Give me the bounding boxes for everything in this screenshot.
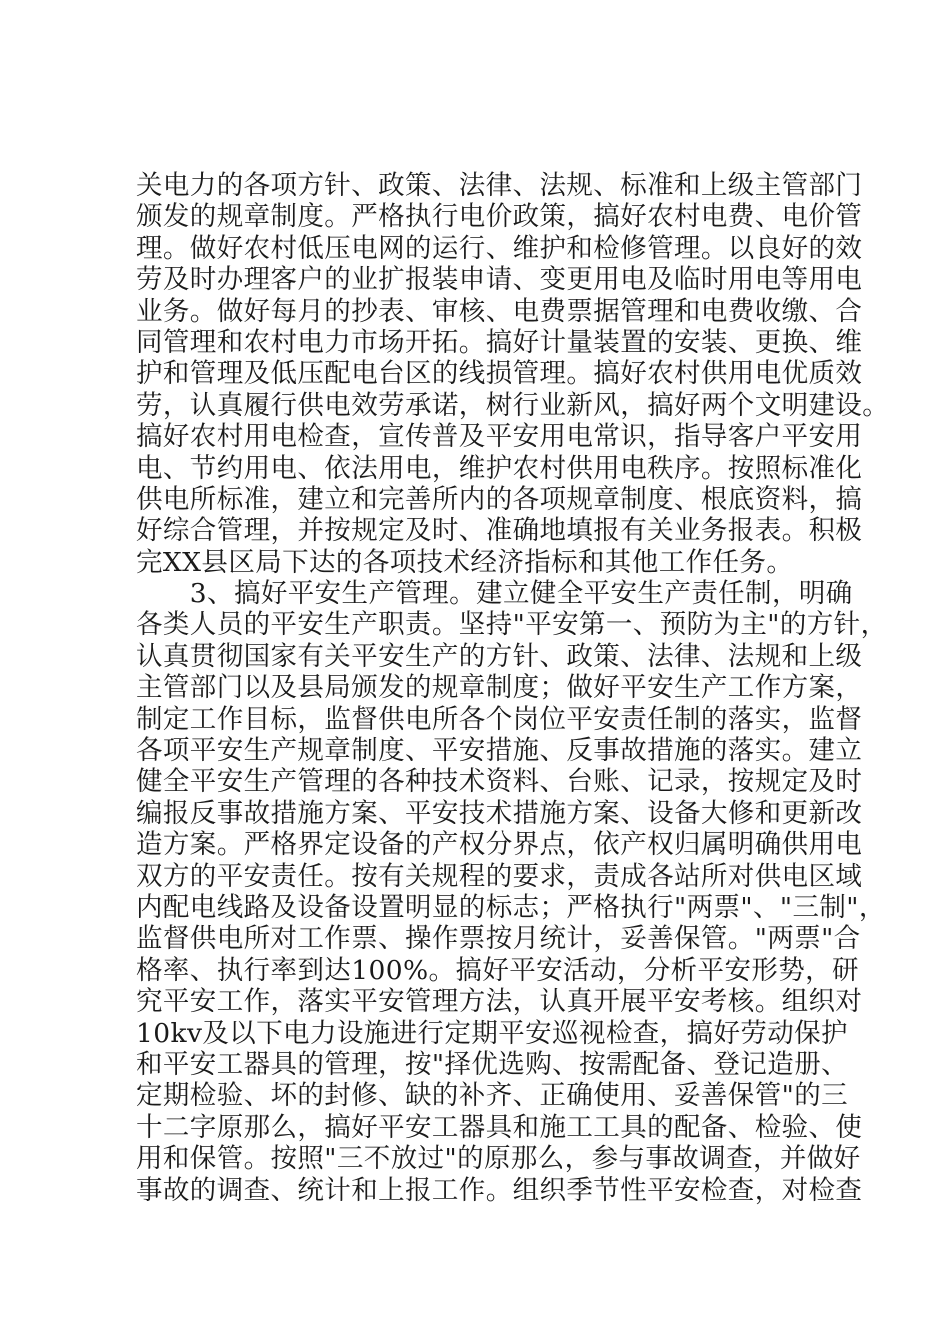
- text-line: 各类人员的平安生产职责。坚持"平安第一、预防为主"的方针，: [136, 609, 888, 641]
- text-line: 主管部门以及县局颁发的规章制度；做好平安生产工作方案，: [136, 672, 863, 704]
- text-line: 颁发的规章制度。严格执行电价政策，搞好农村电费、电价管: [136, 201, 863, 233]
- text-line: 劳，认真履行供电效劳承诺，树行业新风，搞好两个文明建设。: [136, 389, 890, 421]
- text-line: 护和管理及低压配电台区的线损管理。搞好农村供用电优质效: [136, 358, 863, 390]
- text-line: 编报反事故措施方案、平安技术措施方案、设备大修和更新改: [136, 797, 863, 829]
- text-line: 电、节约用电、依法用电，维护农村供用电秩序。按照标准化: [136, 452, 863, 484]
- text-line: 格率、执行率到达100%。搞好平安活动，分析平安形势，研: [136, 954, 859, 986]
- text-line: 供电所标准，建立和完善所内的各项规章制度、根底资料，搞: [136, 483, 863, 515]
- text-line: 制定工作目标，监督供电所各个岗位平安责任制的落实，监督: [136, 703, 863, 735]
- text-line: 造方案。严格界定设备的产权分界点，依产权归属明确供用电: [136, 829, 863, 861]
- text-line: 事故的调查、统计和上报工作。组织季节性平安检查，对检查: [136, 1174, 863, 1206]
- text-line: 和平安工器具的管理，按"择优选购、按需配备、登记造册、: [136, 1048, 848, 1080]
- section-3-heading-line: 3、搞好平安生产管理。建立健全平安生产责任制，明确: [136, 578, 853, 610]
- text-line: 定期检验、坏的封修、缺的补齐、正确使用、妥善保管"的三: [136, 1080, 848, 1112]
- text-line: 10kv及以下电力设施进行定期平安巡视检查，搞好劳动保护: [136, 1017, 848, 1049]
- text-line: 好综合管理，并按规定及时、准确地填报有关业务报表。积极: [136, 515, 863, 547]
- text-line: 健全平安生产管理的各种技术资料、台账、记录，按规定及时: [136, 766, 863, 798]
- text-line: 搞好农村用电检查，宣传普及平安用电常识，指导客户平安用: [136, 421, 863, 453]
- text-line: 关电力的各项方针、政策、法律、法规、标准和上级主管部门: [136, 170, 863, 201]
- text-line: 认真贯彻国家有关平安生产的方针、政策、法律、法规和上级: [136, 640, 863, 672]
- text-line: 内配电线路及设备设置明显的标志；严格执行"两票"、"三制"，: [136, 891, 886, 923]
- text-line: 理。做好农村低压电网的运行、维护和检修管理。以良好的效: [136, 232, 863, 264]
- text-line: 完XX县区局下达的各项技术经济指标和其他工作任务。: [136, 546, 794, 578]
- text-line: 业务。做好每月的抄表、审核、电费票据管理和电费收缴、合: [136, 295, 863, 327]
- text-line: 双方的平安责任。按有关规程的要求，责成各站所对供电区域: [136, 860, 863, 892]
- text-line: 用和保管。按照"三不放过"的原那么，参与事故调查，并做好: [136, 1143, 861, 1175]
- body-text: [136, 170, 890, 1206]
- text-line: 各项平安生产规章制度、平安措施、反事故措施的落实。建立: [136, 735, 863, 767]
- text-line: 同管理和农村电力市场开拓。搞好计量装置的安装、更换、维: [136, 326, 863, 358]
- text-line: 十二字原那么，搞好平安工器具和施工工具的配备、检验、使: [136, 1111, 863, 1143]
- text-line: 监督供电所对工作票、操作票按月统计，妥善保管。"两票"合: [136, 923, 861, 955]
- text-line: 究平安工作，落实平安管理方法，认真开展平安考核。组织对: [136, 986, 863, 1018]
- text-line: 劳及时办理客户的业扩报装申请、变更用电及临时用电等用电: [136, 264, 863, 296]
